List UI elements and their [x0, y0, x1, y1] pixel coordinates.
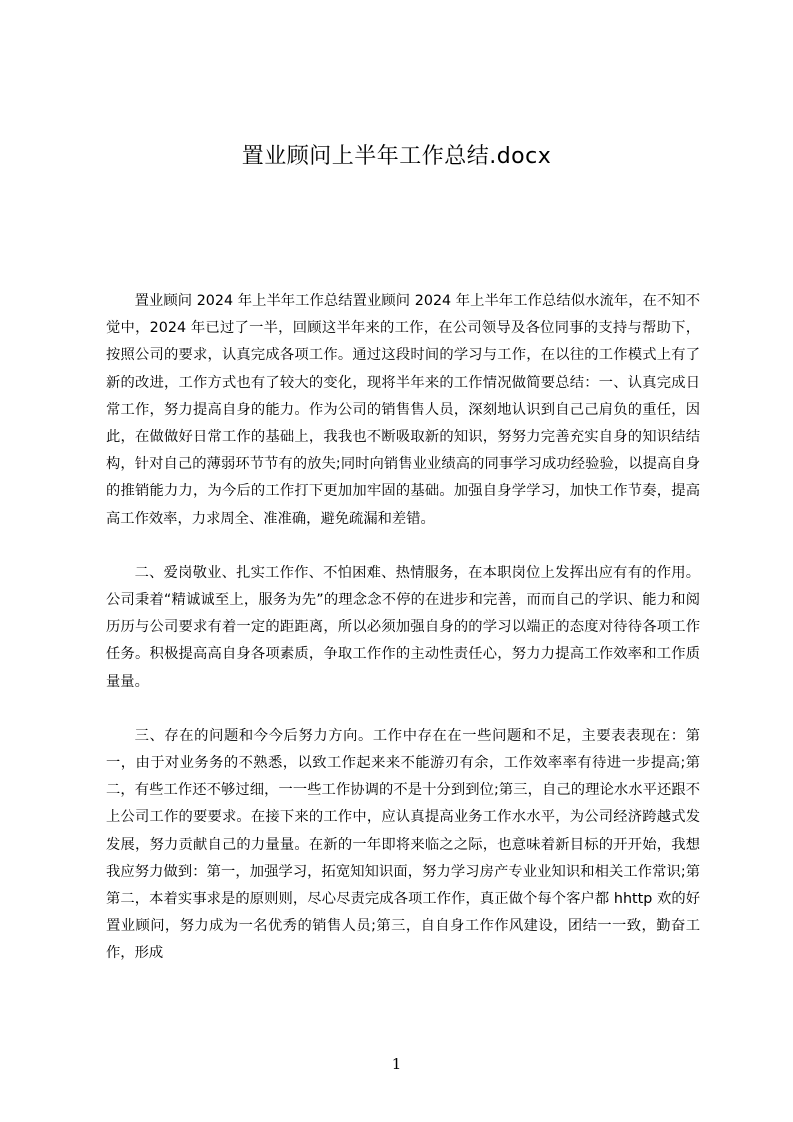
paragraph-3: 三、存在的问题和今今后努力方向。工作中存在在一些问题和不足，主要表表现在：第一，由于对业务务的不熟悉，以致工作起来来不能游刃有余，工作效率率有待进一步提高;第二，有些工作还不够过细，一一些工作协调的不是十分到到位;第三，自己的理论水水平还跟不上公司工作的要要求。在接下来的工作中，应认真提高业务工作水水平，为公司经济跨越式发发展，努力贡献自己的力量量。在新的一年即将来临之之际，也意味着新目标的开开始，我想我应努力做到：第一，加强学习，拓宽知知识面，努力学习房产专业业知识和相关工作常识;第第二，本着实事求是的原则则，尽心尽责完成各项工作作，真正做个每个客户都 hhttp 欢的好置业顾问，努力成为一名优秀的销售人员;第三，自自身工作作风建设，团结一一致，勤奋工作，形成 — [106, 727, 700, 962]
paragraph-2: 二、爱岗敬业、扎实工作作、不怕困难、热情服务，在本职岗位上发挥出应有有的作用。公司秉着“精诚诚至上，服务为先”的理念念不停的在进步和完善，而而自己的学识、能力和阅历历与公司要求有着一定的距距离，所以必须加强自身的的学习以端正的态度对待待各项工作任务。积极提高高自身各项素质，争取工作作的主动性责任心，努力力提高工作效率和工作质量量。 — [106, 564, 700, 690]
paragraph-1: 置业顾问 2024 年上半年工作总结置业顾问 2024 年上半年工作总结似水流年，在不知不觉中，2024 年已过了一半，回顾这半年来的工作，在公司领导及各位同事的支持与帮助下，按照公司的要求，认真完成各项工作。通过这段时间的学习与工作，在以往的工作模式上有了新的改进，工作方式也有了较大的变化，现将半年来的工作情况做简要总结：一、认真完成日常工作，努力提高自身的能力。作为公司的销售售人员，深刻地认识到自己己肩负的重任，因此，在做做好日常工作的基础上，我我也不断吸取新的知识，努努力完善充实自身的知识结结构，针对自己的薄弱环节节有的放失;同时向销售业业绩高的同事学习成功经验验，以提高自身的推销能力力，为今后的工作打下更加加牢固的基础。加强自身学学习，加快工作节奏，提高高工作效率，力求周全、准准确，避免疏漏和差错。 — [106, 293, 700, 527]
page-number: 1 — [391, 1055, 402, 1073]
document-title: 置业顾问上半年工作总结.docx — [241, 144, 552, 169]
document-body — [106, 288, 700, 995]
